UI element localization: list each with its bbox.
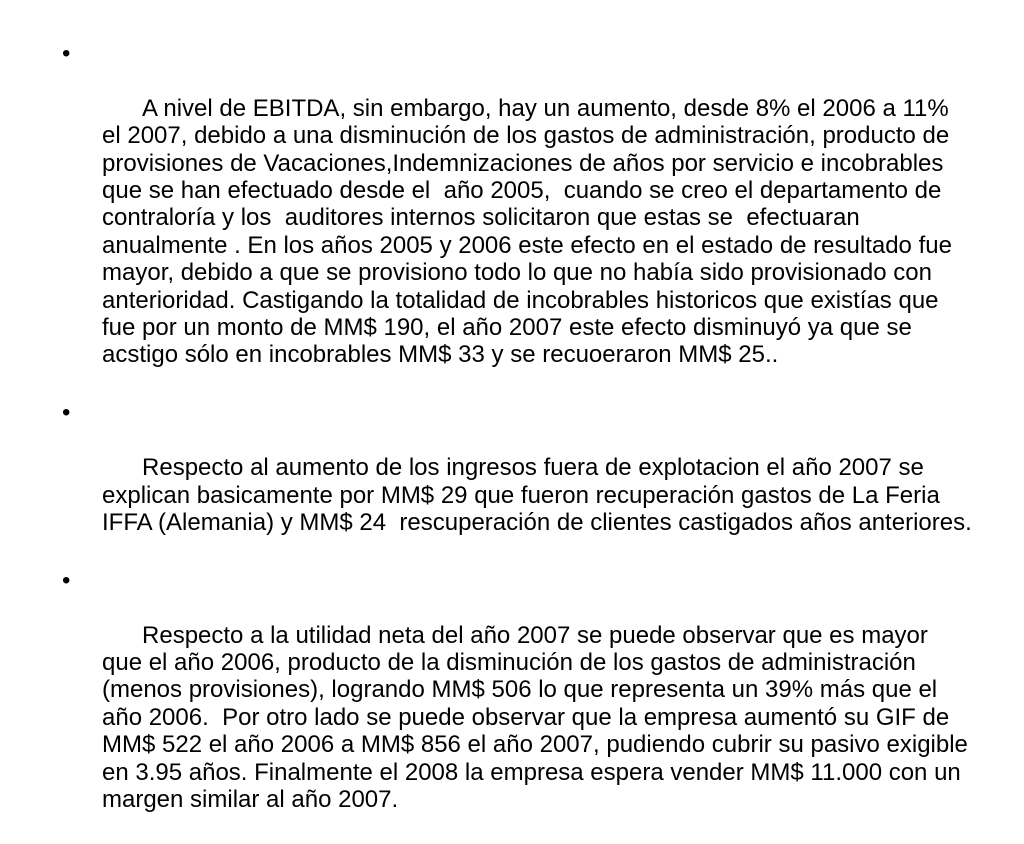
- bullet-item-ebitda: [62, 40, 972, 396]
- bullet-icon: •: [62, 566, 71, 594]
- bullet-text-ebitda: A nivel de EBITDA, sin embargo, hay un aumento, desde 8% el 2006 a 11% el 2007, debido a una disminución de los gastos de administración, producto de provisiones de Vacaciones,Indemnizaciones de años por servicio e incobrables que se han efectuado desde el año 2005, cuando se creo el departamento de contraloría y los auditores internos solicitaron que estas se efectuaran anualmente . En los años 2005 y 2006 este efecto en el estado de resultado fue mayor, debido a que se provisiono todo lo que no había sido provisionado con anterioridad. Castigando la totalidad de incobrables historicos que existías que fue por un monto de MM$ 190, el año 2007 este efecto disminuyó ya que se acstigo sólo en incobrables MM$ 33 y se recuoeraron MM$ 25..: [102, 94, 963, 369]
- bullet-list: [62, 40, 975, 844]
- bullet-text-ingresos: Respecto al aumento de los ingresos fuera de explotacion el año 2007 se explican basicamente por MM$ 29 que fueron recuperación gastos de La Feria IFFA (Alemania) y MM$ 24 rescuperación de clientes castigados años anteriores.: [102, 454, 972, 536]
- bullet-icon: •: [62, 40, 71, 67]
- bullet-text-utilidad: Respecto a la utilidad neta del año 2007 se puede observar que es mayor que el año 2006, producto de la disminución de los gastos de administración (menos provisiones), logrando MM$ 506 lo que representa un 39% más que el año 2006. Por otro lado se puede observar que la empresa aumentó su GIF de MM$ 522 el año 2006 a MM$ 856 el año 2007, pudiendo cubrir su pasivo exigible en 3.95 años. Finalmente el 2008 la empresa espera vender MM$ 11.000 con un margen similar al año 2007.: [102, 621, 975, 813]
- bullet-item-utilidad: [62, 566, 975, 841]
- bullet-item-ingresos: [62, 399, 972, 563]
- bullet-icon: •: [62, 399, 71, 427]
